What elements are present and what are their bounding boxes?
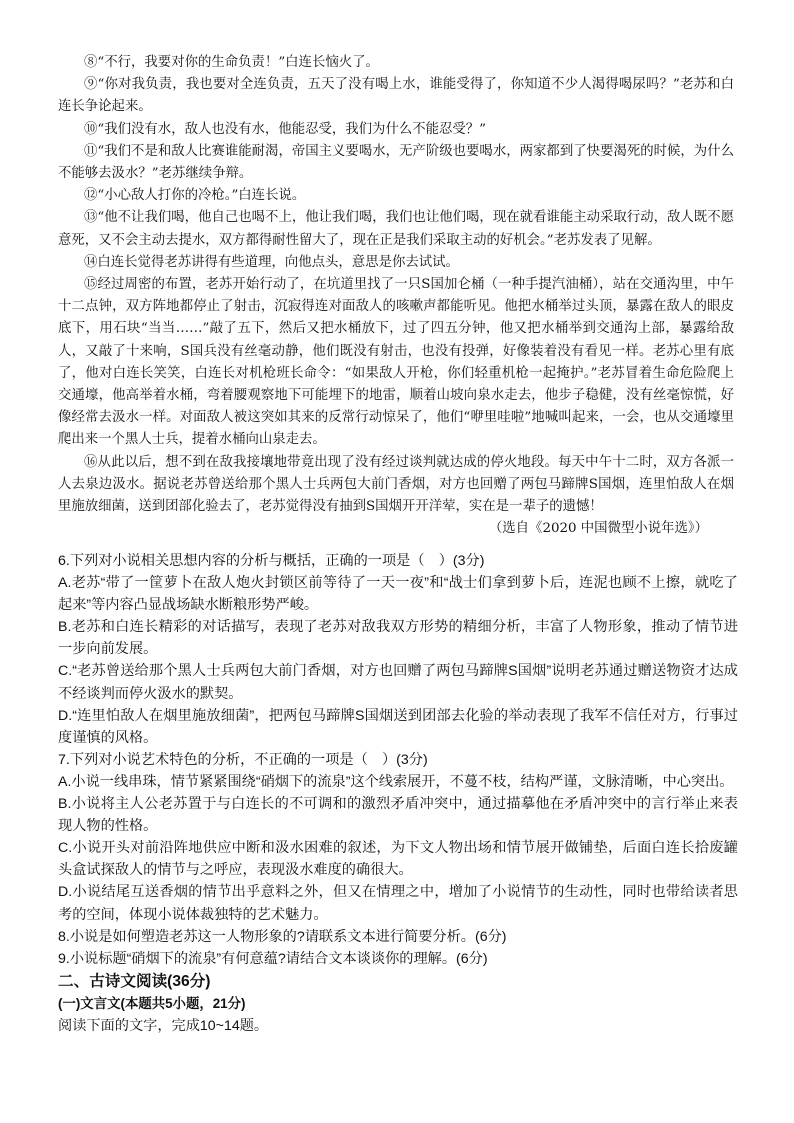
question-7-option-a: A.小说一线串珠，情节紧紧围绕“硝烟下的流泉”这个线索展开，不蔓不枝，结构严谨，文脉清晰，中心突出。 [58,773,734,790]
paragraph-9: ⑨“你对我负责，我也要对全连负责，五天了没有喝上水，谁能受得了，你知道不少人渴得喝尿吗？”老苏和白连长争论起来。 [58,77,734,115]
paragraph-14: ⑭白连长觉得老苏讲得有些道理，向他点头，意思是你去试试。 [84,254,459,270]
paragraph-11: ⑪“我们不是和敌人比赛谁能耐渴，帝国主义要喝水，无产阶级也要喝水，两家都到了快要渴死的时候，为什么不能够去汲水？”老苏继续争辩。 [58,143,734,182]
paragraph-10: ⑩“我们没有水，敌人也没有水，他能忍受，我们为什么不能忍受？” [84,121,487,137]
question-9: 9.小说标题“硝烟下的流泉”有何意蕴?请结合文本谈谈你的理解。(6分) [58,950,488,967]
question-7-option-c: C.小说开头对前沿阵地供应中断和汲水困难的叙述，为下文人物出场和情节展开做铺垫，后面白连长拾废罐头盒试探敌人的情节与之呼应，表现汲水难度的确很大。 [58,840,738,879]
question-6-option-d: D.“连里怕敌人在烟里施放细菌”，把两包马蹄牌S国烟送到团部去化验的举动表现了我军不信任对方，行事过度谨慎的风格。 [58,707,738,746]
question-7-stem: 7.下列对小说艺术特色的分析，不正确的一项是（ ）(3分) [58,751,428,768]
paragraph-16: ⑯从此以后，想不到在敌我接壤地带竟出现了没有经过谈判就达成的停火地段。每天中午十二时，双方各派一人去泉边汲水。据说老苏曾送给那个黑人士兵两包大前门香烟，对方也回赠了两包马蹄牌S国烟，连里怕敌人在烟里施放细菌，送到团部化验去了，老苏觉得没有抽到S国烟开开洋荤，实在是一辈子的遗憾！ [58,454,734,515]
questions-block [58,550,738,1037]
question-6-option-b: B.老苏和白连长精彩的对话描写，表现了老苏对敌我双方形势的精细分析，丰富了人物形象，推动了情节进一步向前发展。 [58,619,738,658]
paragraph-15: ⑮经过周密的布置，老苏开始行动了，在坑道里找了一只S国加仑桶（一种手提汽油桶），站在交通沟里，中午十二点钟，双方阵地都停止了射击，沉寂得连对面敌人的咳嗽声都能听见。他把水桶举过头顶，暴露在敌人的眼皮底下，用石块“当当……”敲了五下，然后又把水桶放下，过了四五分钟，他又把水桶举到交通沟上部，暴露给敌人，又敲了十来响，S国兵没有丝毫动静，他们既没有射击，也没有投弹，好像装着没有看见一样。老苏心里有底了，他对白连长笑笑，白连长对机枪班长命令：“如果敌人开枪，你们轻重机枪一起掩护。”老苏冒着生命危险爬上交通壕，他高举着水桶，弯着腰观察地下可能埋下的地雷，顺着山坡向泉水走去，他步子稳健，没有丝毫惊慌，好像经常去汲水一样。对面敌人被这突如其来的反常行动惊呆了，他们“咿里哇啦”地喊叫起来，一会，也从交通壕里爬出来一个黑人士兵，提着水桶向山泉走去。 [58,277,734,448]
question-6-option-c: C.“老苏曾送给那个黑人士兵两包大前门香烟，对方也回赠了两包马蹄牌S国烟”说明老苏通过赠送物资才达成不经谈判而停火汲水的默契。 [58,663,738,702]
reading-instruction: 阅读下面的文字，完成10~14题。 [58,1017,269,1034]
question-7-option-b: B.小说将主人公老苏置于与白连长的不可调和的激烈矛盾冲突中，通过描摹他在矛盾冲突中的言行举止来表现人物的性格。 [58,796,738,835]
passage-source: （选自《2020 中国微型小说年选》） [488,521,708,537]
question-8: 8.小说是如何塑造老苏这一人物形象的?请联系文本进行简要分析。(6分) [58,928,507,945]
question-7-option-d: D.小说结尾互送香烟的情节出乎意料之外，但又在情理之中，增加了小说情节的生动性，同时也带给读者思考的空间，体现小说体裁独特的艺术魅力。 [58,884,738,923]
paragraph-12: ⑫“小心敌人打你的冷枪。”白连长说。 [84,188,306,204]
section-title: 二、古诗文阅读(36分) [58,972,211,990]
paragraph-8: ⑧“不行，我要对你的生命负责！”白连长恼火了。 [84,55,379,70]
sub-section-title: (一)文言文(本题共5小题，21分) [58,995,246,1011]
question-6-option-a: A.老苏“带了一筐萝卜在敌人炮火封锁区前等待了一天一夜”和“战士们拿到萝卜后，连泥也顾不上擦，就吃了起来”等内容凸显战场缺水断粮形势严峻。 [58,575,738,614]
story-passage [58,52,734,540]
question-6-stem: 6.下列对小说相关思想内容的分析与概括，正确的一项是（ ）(3分) [58,553,485,569]
paragraph-13: ⑬“他不让我们喝，他自己也喝不上，他让我们喝，我们也让他们喝，现在就看谁能主动采取行动，敌人既不愿意死，又不会主动去提水，双方都得耐性留大了，现在正是我们采取主动的好机会。”老苏发表了见解。 [58,210,734,248]
